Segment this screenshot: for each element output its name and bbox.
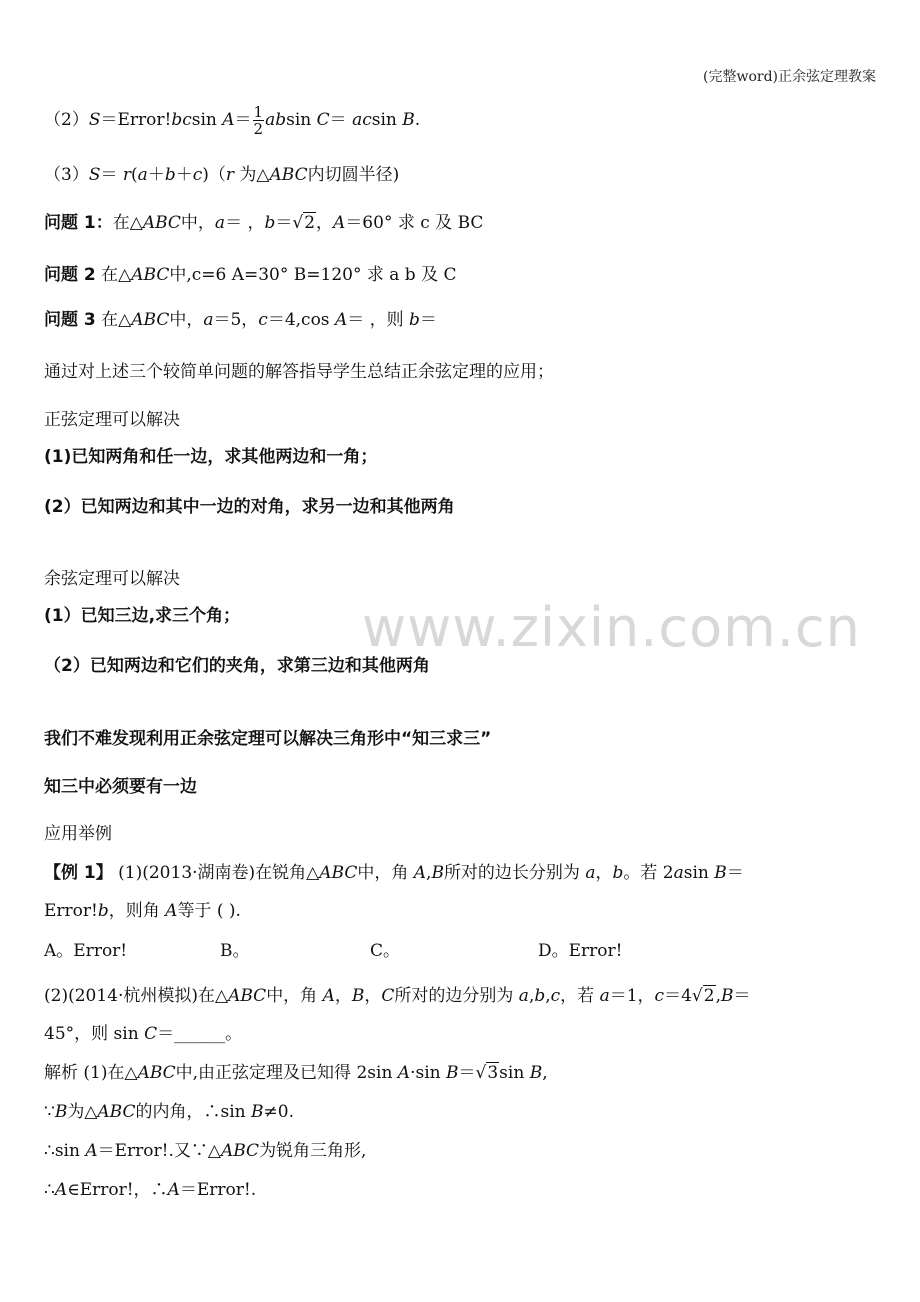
- question-label: 问题 2: [44, 265, 96, 285]
- text: ，: [316, 213, 334, 233]
- text: ＝Error!.又∵△: [97, 1141, 221, 1161]
- text: ＝: [234, 110, 252, 130]
- text: ＝60° 求 c 及 BC: [345, 213, 484, 233]
- text: ＝: [100, 165, 123, 185]
- var: A: [322, 986, 335, 1006]
- var: S: [88, 165, 101, 185]
- var: a: [203, 310, 214, 330]
- formula-area-2: [44, 104, 420, 137]
- text: 45°，则 sin: [44, 1024, 145, 1044]
- text: sin: [371, 110, 403, 130]
- sine-case-2: (2）已知两边和其中一边的对角，求另一边和其他两角: [44, 497, 455, 517]
- text: 中,由正弦定理及已知得 2sin: [175, 1063, 398, 1083]
- text: ＝: [419, 310, 437, 330]
- text: 。若 2: [623, 863, 674, 883]
- text: ∴sin: [44, 1141, 86, 1161]
- text: 在△: [112, 213, 143, 233]
- var: bc: [171, 110, 192, 130]
- text: 中，: [169, 310, 204, 330]
- sqrt-radicand: 2: [304, 213, 316, 233]
- text: 解析 (1)在△: [44, 1063, 138, 1083]
- sqrt-sign: √: [691, 986, 703, 1006]
- var: ABC: [220, 1141, 260, 1161]
- var: ABC: [97, 1102, 136, 1122]
- text: )（: [202, 165, 226, 185]
- text: ＋: [175, 165, 193, 185]
- var: A: [333, 213, 346, 233]
- var: B: [446, 1063, 459, 1083]
- var: A: [167, 1180, 180, 1200]
- var: a: [137, 165, 148, 185]
- var: B: [54, 1102, 68, 1122]
- text: ＋: [147, 165, 165, 185]
- var: a: [518, 986, 529, 1006]
- text: Error!: [44, 901, 98, 921]
- var: c: [192, 165, 203, 185]
- var: A: [334, 310, 348, 330]
- text: ＝4,cos: [267, 310, 335, 330]
- text: ＝ ，: [225, 213, 265, 233]
- option-c: C。: [370, 941, 401, 961]
- var: r: [122, 165, 132, 185]
- text: ＝: [733, 986, 751, 1006]
- text: ＝Error!: [100, 110, 172, 130]
- var: b: [264, 213, 276, 233]
- page-header: (完整word)正余弦定理教案: [703, 69, 876, 85]
- var: B: [402, 110, 415, 130]
- heading-sine-law: 正弦定理可以解决: [44, 410, 180, 430]
- var: c: [258, 310, 268, 330]
- var: A: [165, 901, 178, 921]
- text: ,: [528, 986, 535, 1006]
- var: ABC: [142, 213, 181, 233]
- var: a: [599, 986, 610, 1006]
- text: ＝: [275, 213, 293, 233]
- text: ，则角: [108, 901, 166, 921]
- formula-area-3: [44, 164, 399, 186]
- conclusion-line: 我们不难发现利用正余弦定理可以解决三角形中“知三求三”: [44, 729, 492, 749]
- var: a: [214, 213, 226, 233]
- question-label: 问题 3: [44, 310, 96, 330]
- example-1: [44, 862, 744, 884]
- text: ＝1，: [609, 986, 655, 1006]
- var: b: [97, 901, 109, 921]
- text: (1)(2013·湖南卷)在锐角△: [112, 863, 320, 883]
- var: r: [225, 165, 235, 185]
- text: 所对的边分别为: [394, 986, 519, 1006]
- text: 的内角，∴sin: [135, 1102, 252, 1122]
- text: 为△: [234, 165, 270, 185]
- text: ＝ ，则: [347, 310, 410, 330]
- var: ABC: [269, 165, 308, 185]
- question-3: [44, 309, 437, 331]
- var: ABC: [137, 1063, 176, 1083]
- text: 所对的边长分别为: [443, 863, 586, 883]
- var: ABC: [228, 986, 267, 1006]
- text: ∈Error!，∴: [67, 1180, 168, 1200]
- var: B: [529, 1063, 543, 1083]
- text: ,: [542, 1063, 548, 1083]
- heading-cosine-law: 余弦定理可以解决: [44, 569, 180, 589]
- text: sin: [499, 1063, 530, 1083]
- text: .: [414, 110, 421, 130]
- var: b: [409, 310, 420, 330]
- sqrt-sign: √: [475, 1063, 487, 1083]
- text: (: [131, 165, 138, 185]
- var: B: [720, 986, 734, 1006]
- var: B: [251, 1102, 264, 1122]
- var: b: [534, 986, 546, 1006]
- var: ac: [352, 110, 372, 130]
- text: 为△: [67, 1102, 98, 1122]
- example-label: 【例 1】: [44, 863, 113, 883]
- text: ·sin: [410, 1063, 446, 1083]
- example-2-continued: [44, 1023, 242, 1045]
- var: C: [144, 1024, 158, 1044]
- text: 中，: [180, 213, 215, 233]
- var: A: [222, 110, 235, 130]
- text: ≠0.: [263, 1102, 294, 1122]
- solution-line-1: [44, 1062, 548, 1084]
- var: c: [654, 986, 665, 1006]
- var: B: [351, 986, 365, 1006]
- text: ,: [426, 863, 432, 883]
- text: ＝: [458, 1063, 476, 1083]
- var: S: [88, 110, 101, 130]
- solution-line-3: [44, 1140, 366, 1162]
- label: （3）: [44, 165, 89, 185]
- var: ab: [265, 110, 287, 130]
- example-2: [44, 985, 750, 1007]
- text: 在△: [95, 265, 132, 285]
- text: 中，角: [357, 863, 414, 883]
- text: ∴: [44, 1180, 55, 1200]
- solution-line-4: [44, 1179, 256, 1201]
- text: ＝Error!.: [179, 1180, 257, 1200]
- var: B: [714, 863, 727, 883]
- var: a: [585, 863, 596, 883]
- conclusion-line-2: 知三中必须要有一边: [44, 777, 197, 797]
- var: A: [54, 1180, 68, 1200]
- text: 内切圆半径): [307, 165, 400, 185]
- text: 中，角: [266, 986, 323, 1006]
- text: 中,c=6 A=30° B=120° 求 a b 及 C: [169, 265, 457, 285]
- text: sin: [683, 863, 715, 883]
- text: ＝5，: [213, 310, 259, 330]
- var: a: [673, 863, 684, 883]
- var: ABC: [319, 863, 358, 883]
- paragraph-summary: 通过对上述三个较简单问题的解答指导学生总结正余弦定理的应用；: [44, 362, 554, 382]
- sqrt-sign: √: [292, 213, 304, 233]
- var: C: [381, 986, 395, 1006]
- text: (2)(2014·杭州模拟)在△: [44, 986, 229, 1006]
- var: B: [431, 863, 444, 883]
- text: ，若: [560, 986, 600, 1006]
- fraction-denominator: 2: [253, 120, 264, 138]
- text: sin: [286, 110, 317, 130]
- text: ，: [364, 986, 382, 1006]
- question-1: [44, 212, 483, 234]
- option-a: A。Error!: [44, 941, 128, 961]
- watermark: www.zixin.com.cn: [362, 596, 861, 659]
- var: A: [85, 1141, 98, 1161]
- var: ABC: [131, 265, 170, 285]
- sine-case-1: (1)已知两角和任一边，求其他两边和一角；: [44, 447, 378, 467]
- fraction-numerator: 1: [253, 103, 264, 121]
- heading-examples: 应用举例: [44, 824, 112, 844]
- question-label: 问题 1：: [44, 213, 113, 233]
- text: ＝: [329, 110, 353, 130]
- solution-line-2: [44, 1101, 294, 1123]
- cosine-case-1: (1）已知三边,求三个角；: [44, 606, 241, 626]
- text: ＝: [726, 863, 744, 883]
- text: sin: [191, 110, 223, 130]
- fraction: [253, 104, 265, 137]
- var: A: [413, 863, 427, 883]
- sqrt-radicand: 2: [703, 986, 715, 1006]
- text: ＝______。: [157, 1024, 243, 1044]
- option-b: B。: [220, 941, 250, 961]
- cosine-case-2: （2）已知两边和它们的夹角，求第三边和其他两角: [44, 656, 430, 676]
- text: ＝4: [664, 986, 692, 1006]
- text: ,: [545, 986, 551, 1006]
- text: 在△: [95, 310, 132, 330]
- label: （2）: [44, 110, 89, 130]
- sqrt-radicand: 3: [487, 1063, 499, 1083]
- option-d: D。Error!: [538, 941, 623, 961]
- var: ABC: [131, 310, 170, 330]
- question-2: [44, 264, 457, 286]
- text: ∵: [44, 1102, 55, 1122]
- text: ，: [595, 863, 613, 883]
- var: A: [397, 1063, 411, 1083]
- var: c: [550, 986, 561, 1006]
- var: b: [612, 863, 624, 883]
- text: 为锐角三角形,: [259, 1141, 367, 1161]
- text: 等于 ( ).: [177, 901, 241, 921]
- example-1-continued: [44, 900, 241, 922]
- var: b: [164, 165, 176, 185]
- var: C: [316, 110, 330, 130]
- text: ,: [715, 986, 721, 1006]
- text: ，: [334, 986, 352, 1006]
